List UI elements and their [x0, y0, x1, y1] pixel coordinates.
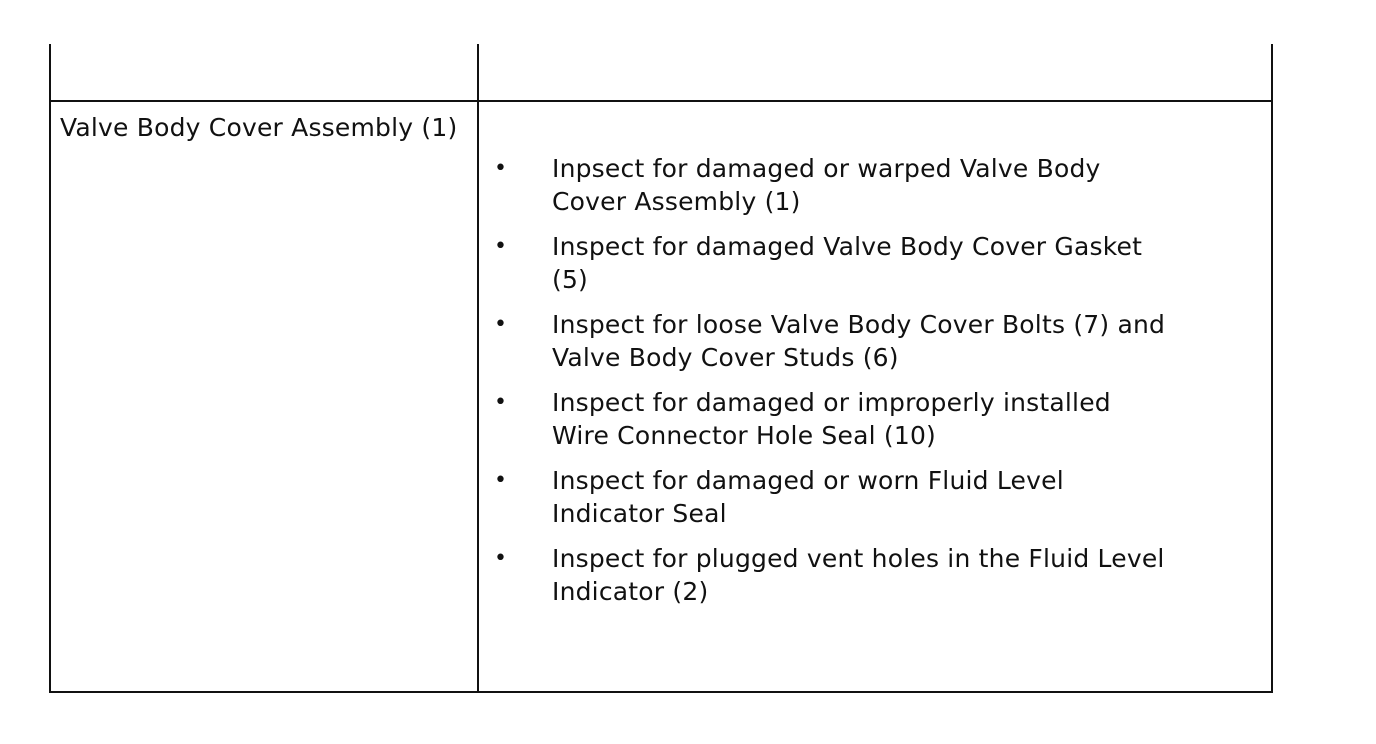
inspection-table [49, 44, 1273, 693]
bullet-icon: • [494, 156, 508, 181]
checklist-item [489, 542, 1269, 608]
checklist-item-text: Inpsect for damaged or warped Valve Body Cover Assembly (1) [552, 154, 1101, 216]
bullet-icon: • [494, 468, 508, 493]
checklist-item [489, 308, 1269, 374]
checklist-item-text: Inspect for plugged vent holes in the Fluid Level Indicator (2) [552, 544, 1165, 606]
checklist-item-text: Inspect for damaged Valve Body Cover Gasket (5) [552, 232, 1143, 294]
checklist-item [489, 230, 1269, 296]
checklist-item [489, 386, 1269, 452]
component-name-cell: Valve Body Cover Assembly (1) [60, 113, 458, 142]
row-divider [49, 100, 1273, 102]
inspection-checklist [489, 152, 1269, 620]
column-divider [477, 44, 479, 693]
table-left-border [49, 44, 51, 693]
table-right-border [1271, 44, 1273, 693]
bullet-icon: • [494, 234, 508, 259]
checklist-item [489, 464, 1269, 530]
checklist-item-text: Inspect for damaged or worn Fluid Level Indicator Seal [552, 466, 1064, 528]
bullet-icon: • [494, 312, 508, 337]
bullet-icon: • [494, 390, 508, 415]
table-bottom-border [49, 691, 1273, 693]
checklist-item [489, 152, 1269, 218]
checklist-item-text: Inspect for damaged or improperly installed Wire Connector Hole Seal (10) [552, 388, 1111, 450]
checklist-item-text: Inspect for loose Valve Body Cover Bolts (7) and Valve Body Cover Studs (6) [552, 310, 1166, 372]
bullet-icon: • [494, 546, 508, 571]
